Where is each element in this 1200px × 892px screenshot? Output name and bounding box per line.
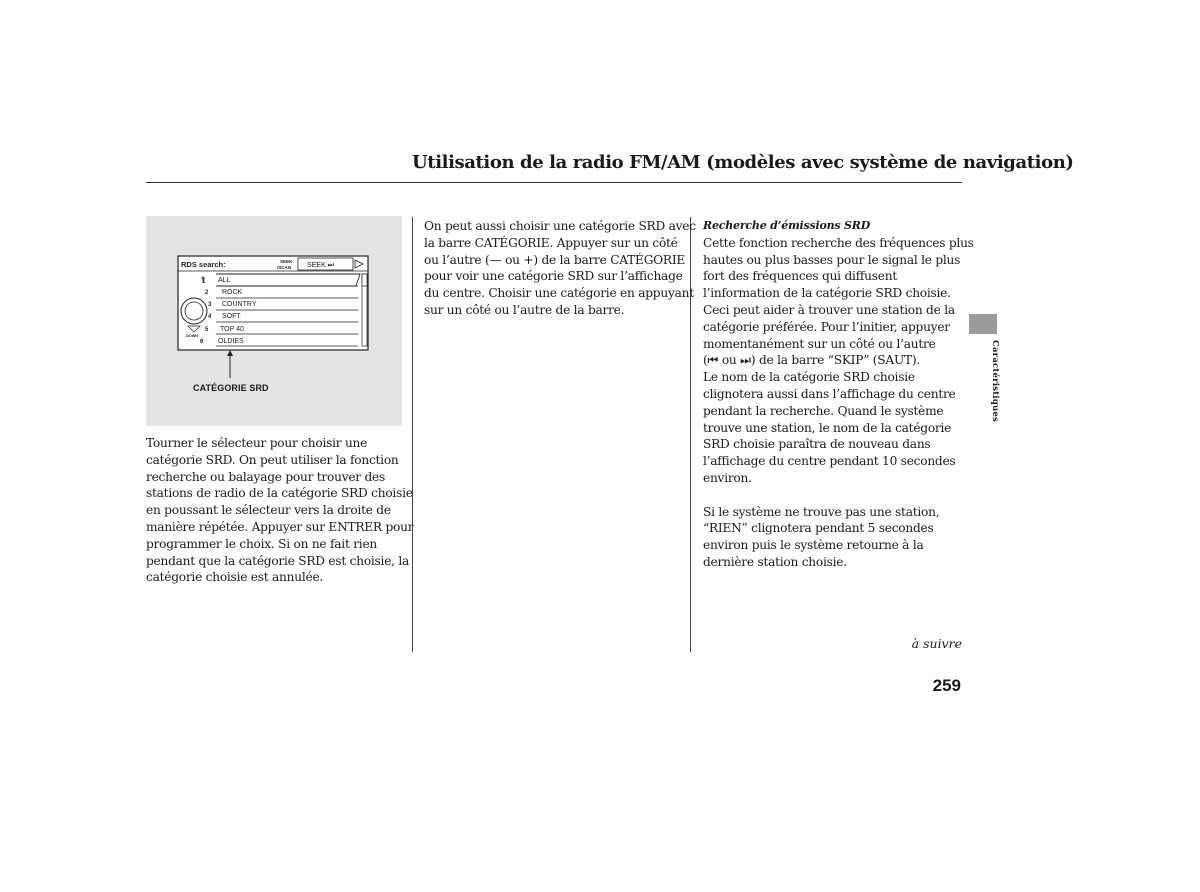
section-heading: Recherche d’émissions SRD	[703, 219, 871, 232]
col2-text	[424, 218, 696, 319]
list-item: SOFT	[222, 313, 241, 320]
text-line: Si le système ne trouve pas une station,	[703, 504, 940, 519]
title-rule	[146, 182, 962, 183]
scrollbar-thumb	[362, 274, 367, 286]
text-line: On peut aussi choisir une catégorie SRD avec	[424, 219, 696, 233]
text-line: environ.	[703, 470, 752, 485]
text-line: (⏮ ou ⏭) de la barre “SKIP” (SAUT).	[703, 353, 920, 368]
page-number: 259	[932, 676, 961, 695]
text-line: catégorie préférée. Pour l’initier, appuyer	[703, 319, 950, 334]
text-line: manière répétée. Appuyer sur ENTRER pour	[146, 519, 414, 534]
text-line: hautes ou plus basses pour le signal le plus	[703, 252, 961, 267]
rds-screen-illustration	[146, 216, 402, 426]
text-line: Le nom de la catégorie SRD choisie	[703, 370, 915, 385]
list-number: 2	[205, 290, 209, 296]
col1-text	[146, 435, 413, 586]
text-line: Tourner le sélecteur pour choisir une	[146, 436, 368, 450]
text-line: ou l’autre (— ou +) de la barre CATÉGORIE	[424, 252, 686, 267]
pointer-arrow-icon	[227, 350, 233, 356]
seek-label: SEEK	[280, 259, 293, 264]
text-line: clignotera aussi dans l’affichage du centre	[703, 386, 956, 401]
text-line: dernière station choisie.	[703, 554, 847, 569]
page-title: Utilisation de la radio FM/AM (modèles avec système de navigation)	[412, 152, 1074, 173]
text-line: catégorie choisie est annulée.	[146, 570, 324, 585]
text-line: SRD choisie paraîtra de nouveau dans	[703, 437, 931, 452]
text-line: pendant que la catégorie SRD est choisie, la	[146, 553, 410, 568]
text-line: en poussant le sélecteur vers la droite de	[146, 503, 391, 518]
paragraph-gap	[703, 487, 974, 504]
list-item: OLDIES	[218, 338, 244, 345]
text-line: programmer le choix. Si on ne fait rien	[146, 536, 378, 551]
list-number: 5	[205, 327, 209, 333]
list-number: 6	[200, 339, 204, 345]
text-line: la barre CATÉGORIE. Appuyer sur un côté	[424, 235, 678, 250]
list-item: ALL	[218, 277, 231, 284]
text-line: l’information de la catégorie SRD choisie.	[703, 286, 951, 301]
list-item: COUNTRY	[222, 301, 257, 308]
text-line: pour voir une catégorie SRD sur l’affichage	[424, 269, 683, 284]
figure-caption: CATÉGORIE SRD	[193, 383, 269, 393]
text-line: momentanément sur un côté ou l’autre	[703, 336, 936, 351]
text-line: recherche ou balayage pour trouver des	[146, 469, 386, 484]
text-line: du centre. Choisir une catégorie en appuyant	[424, 286, 694, 301]
seek-button-label: SEEK ⏭	[307, 262, 334, 269]
list-item: TOP 40	[220, 326, 244, 333]
col3-text	[703, 218, 974, 571]
rds-display-figure	[146, 216, 402, 426]
screen-title: RDS search:	[181, 260, 226, 269]
section-tab-label: Caractéristiques	[990, 340, 1000, 422]
list-number: 3	[208, 302, 212, 308]
scan-label: /SCAN	[277, 265, 292, 270]
text-line: trouve une station, le nom de la catégorie	[703, 420, 952, 435]
text-line: Ceci peut aider à trouver une station de la	[703, 302, 955, 317]
text-line: “RIEN” clignotera pendant 5 secondes	[703, 521, 934, 536]
section-tab-marker	[969, 314, 997, 334]
text-line: fort des fréquences qui diffusent	[703, 269, 897, 284]
text-line: l’affichage du centre pendant 10 secondes	[703, 454, 956, 469]
text-line: sur un côté ou l’autre de la barre.	[424, 302, 625, 317]
list-number: 1	[202, 279, 206, 285]
text-line: Cette fonction recherche des fréquences plus	[703, 235, 974, 250]
text-line: pendant la recherche. Quand le système	[703, 403, 944, 418]
list-item: ROCK	[222, 289, 243, 296]
list-number: 4	[208, 314, 212, 320]
text-line: catégorie SRD. On peut utiliser la fonction	[146, 452, 399, 467]
continued-label: à suivre	[911, 636, 962, 651]
text-line: stations de radio de la catégorie SRD choisie	[146, 486, 413, 501]
text-line: environ puis le système retourne à la	[703, 538, 924, 553]
down-label: DOWN	[186, 334, 199, 338]
